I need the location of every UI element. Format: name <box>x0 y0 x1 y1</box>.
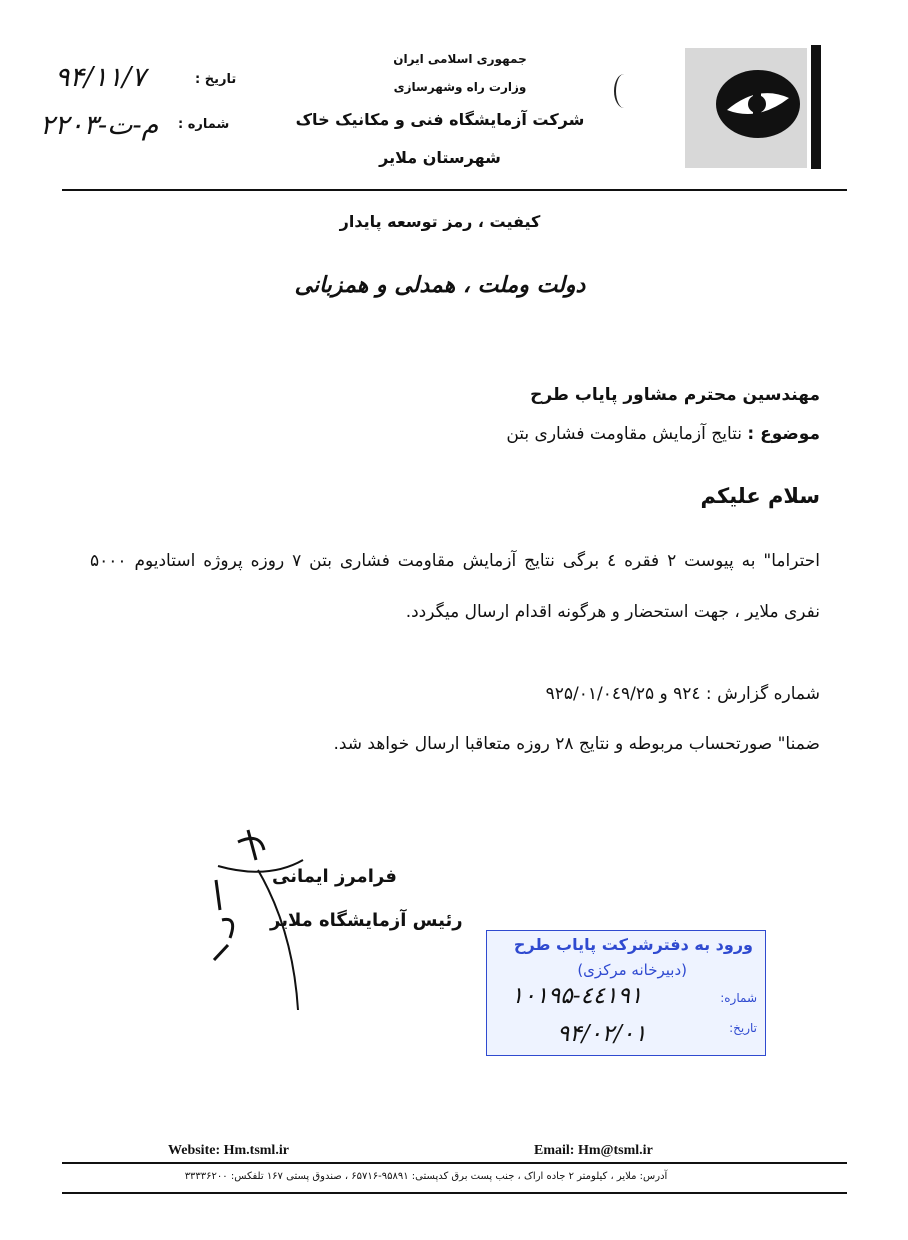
header-city: شهرستان ملایر <box>379 148 501 167</box>
stamp-subtitle: (دبیرخانه مرکزی) <box>577 961 687 979</box>
date-value: ۹۴/۱۱/۷ <box>55 62 146 93</box>
date-label: تاریخ : <box>195 72 237 87</box>
subject-label: موضوع : <box>747 424 820 444</box>
stamp-number-value: ۱۰۱۹۵-٤٤۱۹۱ <box>511 983 643 1009</box>
motto-quality: کیفیت ، رمز توسعه پایدار <box>339 212 541 231</box>
subject-line <box>506 424 820 444</box>
greeting: سلام علیکم <box>700 484 820 508</box>
signer-title: رئیس آزمایشگاه ملایر <box>270 910 463 931</box>
header-country: جمهوری اسلامی ایران <box>393 52 527 66</box>
header-company: شرکت آزمایشگاه فنی و مکانیک خاک <box>295 110 585 129</box>
stamp-date-value: ۹۴/۰۲/۰۱ <box>557 1021 647 1047</box>
signer-name: فرامرز ایمانی <box>272 866 397 887</box>
motto-slogan: دولت وملت ، همدلی و همزبانی <box>294 272 586 298</box>
footer-divider-top <box>62 1162 847 1164</box>
footer-divider-bottom <box>62 1192 847 1194</box>
footer-email: Email: Hm@tsml.ir <box>534 1143 653 1158</box>
closing-paragraph: ضمنا" صورتحساب مربوطه و نتایج ۲۸ روزه متعاقبا ارسال خواهد شد. <box>333 734 820 754</box>
addressee: مهندسین محترم مشاور پایاب طرح <box>530 385 820 405</box>
subject-text: نتایج آزمایش مقاومت فشاری بتن <box>506 424 742 444</box>
number-value: م-ت-۲۲۰۳ <box>40 110 159 141</box>
footer-address: آدرس: ملایر ، کیلومتر ۲ جاده اراک ، جنب پست برق کدپستی: ۹۵۸۹۱-۶۵۷۱۶ ، صندوق پستی ۱۶۷ تلفکس: ۳۳۳۳۶۲۰۰ <box>184 1171 668 1182</box>
stamp-date-label: تاریخ: <box>729 1021 757 1035</box>
receipt-stamp <box>486 930 766 1056</box>
stamp-number-label: شماره: <box>720 991 757 1005</box>
stamp-title: ورود به دفترشرکت پایاب طرح <box>513 935 753 954</box>
logo-side-bar <box>811 45 821 169</box>
header-divider <box>62 189 847 191</box>
number-label: شماره : <box>178 117 230 132</box>
header-ministry: وزارت راه وشهرسازی <box>393 80 527 94</box>
footer-website: Website: Hm.tsml.ir <box>168 1143 289 1158</box>
margin-mark <box>614 74 634 108</box>
body-paragraph: احتراما" به پیوست ۲ فقره ٤ برگی نتایج آزمایش مقاومت فشاری بتن ۷ روزه پروژه استادیوم ۵۰۰۰ نفری ملایر ، جهت استحضار و هرگونه اقدام ارسال میگردد. <box>90 551 820 622</box>
report-number-line: شماره گزارش : ۹۲٤ و ۹۲۵/۰۱/۰٤۹/۲۵ <box>545 684 820 704</box>
company-logo-icon <box>713 64 803 144</box>
